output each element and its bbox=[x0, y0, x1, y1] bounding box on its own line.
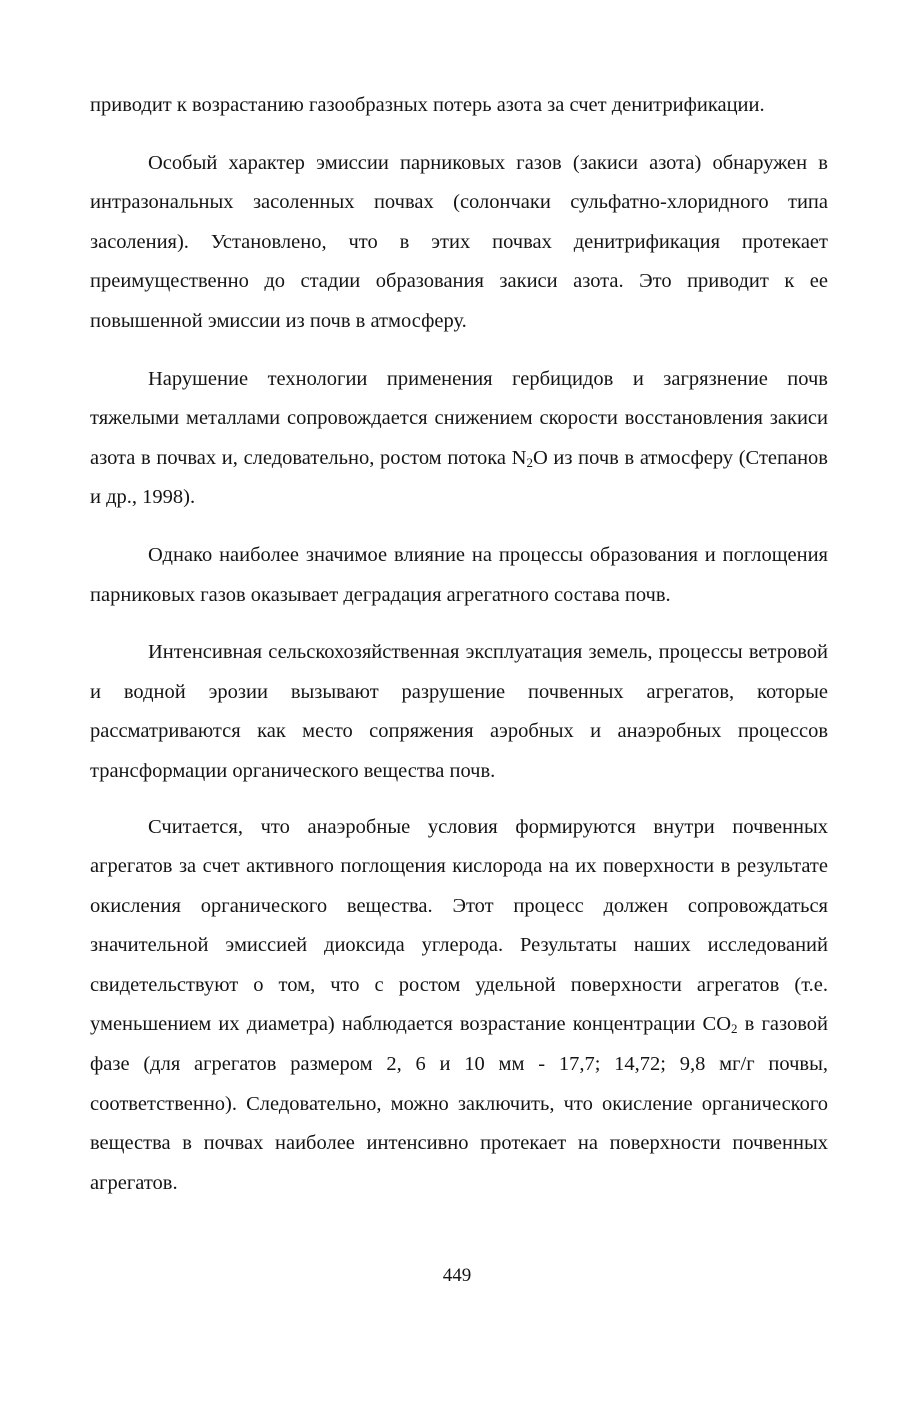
page-number: 449 bbox=[442, 1265, 472, 1286]
page-body bbox=[90, 86, 828, 1203]
paragraph-salt-soils: Особый характер эмиссии парниковых газов (закиси азота) обнаружен в интразональных засоленных почвах (солончаки сульфатно-хлоридного типа засоления). Установлено, что в этих почвах денитрификация протекает преимущественно до стадии образования закиси азота. Это приводит к ее повышенной эмиссии из почв в атмосферу. bbox=[90, 151, 828, 332]
paragraph-herbicides-text: Нарушение технологии применения гербицидов и загрязнение почв тяжелыми металлами сопровождается снижением скорости восстановления закиси азота в почвах и, следовательно, ростом потока N bbox=[90, 367, 828, 469]
paragraph-aggregate-degradation: Однако наиболее значимое влияние на процессы образования и поглощения парниковых газов оказывает деградация агрегатного состава почв. bbox=[90, 543, 828, 606]
n2o-subscript: 2 bbox=[526, 454, 533, 470]
paragraph-anaerobic bbox=[90, 808, 828, 1204]
paragraph-anaerobic-text-end: в газовой фазе (для агрегатов размером 2, 6 и 10 мм - 17,7; 14,72; 9,8 мг/г почвы, соответственно). Следовательно, можно заключить, что окисление органического вещества в почвах наиболее интенсивно протекает на поверхности почвенных агрегатов. bbox=[90, 1013, 828, 1194]
paragraph-herbicides-text-end: O из почв в атмосферу (Степанов и др., 1998). bbox=[90, 446, 828, 509]
paragraph-erosion: Интенсивная сельскохозяйственная эксплуатация земель, процессы ветровой и водной эрозии вызывают разрушение почвенных агрегатов, которые рассматриваются как место сопряжения аэробных и анаэробных процессов трансформации органического вещества почв. bbox=[90, 641, 828, 782]
paragraph-herbicides bbox=[90, 360, 828, 518]
paragraph-continuation: приводит к возрастанию газообразных потерь азота за счет денитрификации. bbox=[90, 94, 765, 116]
paragraph-anaerobic-text: Считается, что анаэробные условия формируются внутри почвенных агрегатов за счет активного поглощения кислорода на их поверхности в результате окисления органического вещества. Этот процесс должен сопровождаться значительной эмиссией диоксида углерода. Результаты наших исследований свидетельствуют о том, что с ростом удельной поверхности агрегатов (т.е. уменьшением их диаметра) наблюдается возрастание концентрации CO bbox=[90, 815, 828, 1036]
co2-subscript: 2 bbox=[731, 1021, 738, 1037]
